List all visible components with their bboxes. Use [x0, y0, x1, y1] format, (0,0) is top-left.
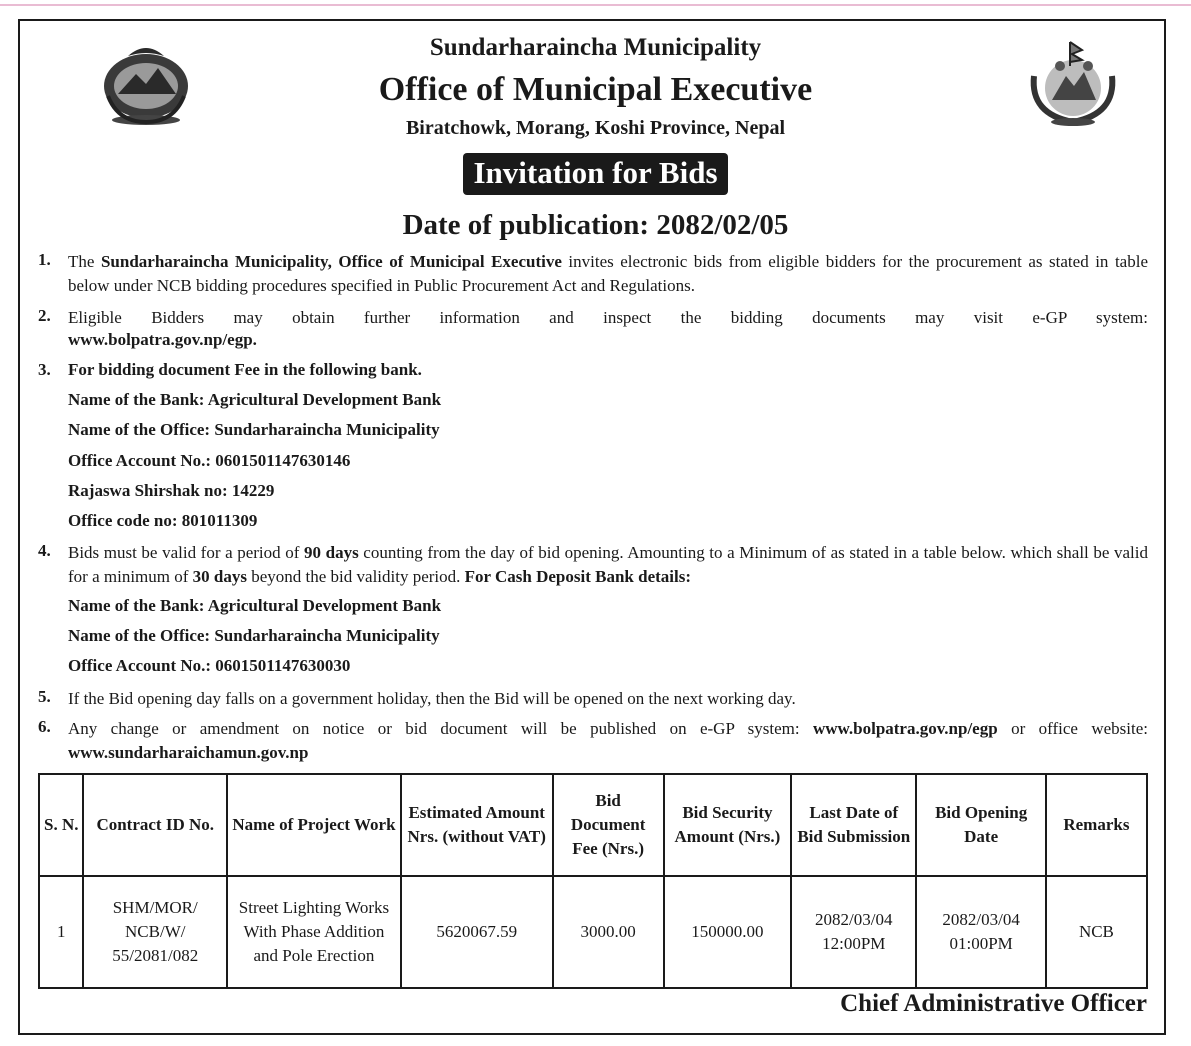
bank-name: Name of the Bank: Agricultural Development Bank — [68, 596, 442, 615]
clause-4-text — [68, 541, 1148, 589]
clause-text: invites electronic bids from eligible bidders for the procurement as stated in table below under NCB bidding procedures specified in Public Procurement Act and Regulations. — [68, 252, 1148, 295]
clause-number: 2. — [38, 306, 51, 325]
clause-text: counting from the day of bid opening. Amounting to a Minimum of as stated in a table below. which shall be valid for a minimum of — [68, 543, 1148, 586]
clause-text: or office website: — [997, 719, 1148, 738]
header-last-date: Last Date of Bid Submission — [791, 774, 916, 876]
office-address: Biratchowk, Morang, Koshi Province, Nepal — [405, 117, 786, 139]
clause-text: beyond the bid validity period. — [246, 567, 465, 586]
egp-link: www.bolpatra.gov.np/egp — [813, 719, 998, 738]
publication-date: Date of publication: 2082/02/05 — [402, 209, 789, 241]
clause-6-text — [68, 717, 1148, 765]
notice-title: Invitation for Bids — [463, 153, 727, 195]
clause-number: 1. — [38, 250, 51, 269]
cell-estimated-amount: 5620067.59 — [401, 876, 553, 988]
clause-5-text: If the Bid opening day falls on a government holiday, then the Bid will be opened on the next working day. — [68, 689, 796, 708]
clause-number: 4. — [38, 541, 51, 560]
cell-sn: 1 — [39, 876, 83, 988]
clause-text: Any change or amendment on notice or bid document will be published on e-GP system: — [68, 719, 813, 738]
clause-text: The — [68, 252, 101, 271]
clause-emphasis: For Cash Deposit Bank details: — [464, 567, 692, 586]
clause-emphasis: Sundarharaincha Municipality, Office of Municipal Executive — [100, 252, 562, 271]
clause-text: Bids must be valid for a period of — [68, 543, 305, 562]
header-sn: S. N. — [39, 774, 83, 876]
header-estimated-amount: Estimated Amount Nrs. (without VAT) — [401, 774, 553, 876]
header-remarks: Remarks — [1046, 774, 1147, 876]
clause-emphasis: 30 days — [192, 567, 247, 586]
bid-table — [38, 773, 1148, 989]
header-bid-document-fee: Bid Document Fee (Nrs.) — [553, 774, 664, 876]
bank-name: Name of the Bank: Agricultural Development Bank — [68, 390, 442, 409]
clause-3-heading: For bidding document Fee in the following bank. — [68, 360, 422, 379]
top-divider-line — [0, 4, 1191, 6]
clause-1-text — [68, 250, 1148, 298]
clause-emphasis: 90 days — [304, 543, 359, 562]
cell-last-date: 2082/03/04 12:00PM — [791, 876, 916, 988]
table-row — [39, 876, 1147, 988]
clause-number: 5. — [38, 687, 51, 706]
cell-bid-document-fee: 3000.00 — [553, 876, 664, 988]
egp-url: www.bolpatra.gov.np/egp. — [68, 330, 257, 349]
header-bid-security: Bid Security Amount (Nrs.) — [664, 774, 791, 876]
cell-bid-security: 150000.00 — [664, 876, 791, 988]
office-account: Office Account No.: 0601501147630030 — [68, 656, 351, 675]
office-name-line: Name of the Office: Sundarharaincha Municipality — [68, 626, 440, 645]
organization-name: Sundarharaincha Municipality — [429, 34, 762, 61]
cell-project-work: Street Lighting Works With Phase Addition and Pole Erection — [227, 876, 401, 988]
office-name-line: Name of the Office: Sundarharaincha Municipality — [68, 420, 440, 439]
clause-number: 6. — [38, 717, 51, 736]
office-name: Office of Municipal Executive — [378, 71, 813, 108]
office-code: Office code no: 801011309 — [68, 511, 258, 530]
table-header-row — [39, 774, 1147, 876]
header-opening-date: Bid Opening Date — [916, 774, 1045, 876]
cell-remarks: NCB — [1046, 876, 1147, 988]
header-contract-id: Contract ID No. — [83, 774, 227, 876]
title-banner — [0, 153, 1191, 195]
municipality-website: www.sundarharaichamun.gov.np — [68, 743, 309, 762]
rajaswa-shirshak: Rajaswa Shirshak no: 14229 — [68, 481, 275, 500]
cell-opening-date: 2082/03/04 01:00PM — [916, 876, 1045, 988]
header-project-work: Name of Project Work — [227, 774, 401, 876]
clause-2-text: Eligible Bidders may obtain further information and inspect the bidding documents may visit e-GP system: — [68, 308, 1148, 327]
office-account: Office Account No.: 0601501147630146 — [68, 451, 351, 470]
signatory: Chief Administrative Officer — [840, 990, 1147, 1017]
cell-contract-id: SHM/MOR/ NCB/W/ 55/2081/082 — [83, 876, 227, 988]
clause-number: 3. — [38, 360, 51, 379]
